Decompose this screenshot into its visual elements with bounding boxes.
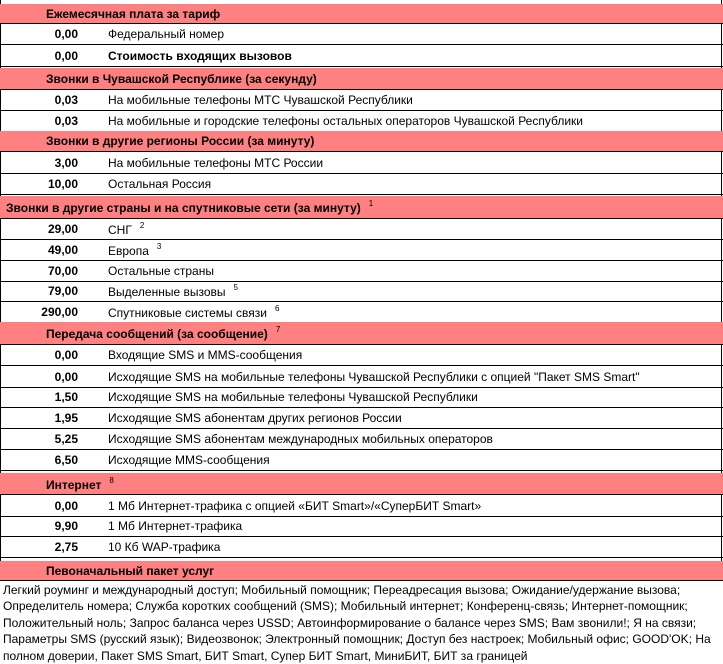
- price-value: 1,95: [54, 411, 78, 425]
- footnote-marker: 6: [274, 304, 280, 313]
- price-value: 0,00: [54, 499, 78, 513]
- price-value: 0,00: [54, 348, 78, 362]
- tariff-row: [0, 46, 723, 67]
- footnote-marker: 1: [368, 199, 374, 208]
- price-value: 0,00: [54, 370, 78, 384]
- footnote-marker: 2: [139, 221, 145, 230]
- description-text: На мобильные телефоны МТС России: [108, 156, 324, 170]
- price-value: 0,00: [54, 27, 78, 41]
- price-description: [108, 390, 478, 404]
- tariff-row: [0, 111, 723, 132]
- section-title: Певоначальный пакет услуг: [46, 563, 215, 578]
- tariff-row: [0, 24, 723, 45]
- price-description: [108, 177, 211, 191]
- section-header: [0, 131, 723, 152]
- section-header: [0, 196, 723, 219]
- price-value: 70,00: [47, 264, 78, 278]
- section-title: Ежемесячная плата за тариф: [46, 6, 221, 21]
- tariff-row: [0, 261, 723, 282]
- price-description: [108, 304, 279, 320]
- tariff-row: [0, 537, 723, 558]
- footnote-marker: 7: [275, 325, 281, 334]
- price-value: 9,90: [54, 519, 78, 533]
- price-description: [108, 370, 640, 384]
- price-value: 2,75: [54, 540, 78, 554]
- tariff-row: [0, 516, 723, 537]
- description-text: На мобильные и городские телефоны остальных операторов Чувашской Республики: [108, 114, 583, 128]
- description-text: Федеральный номер: [108, 27, 224, 41]
- price-value: 0,00: [54, 49, 78, 63]
- description-text: СНГ: [108, 223, 132, 237]
- price-value: 49,00: [47, 243, 78, 257]
- description-text: Исходящие SMS абонентам международных мобильных операторов: [108, 432, 493, 446]
- description-text: Входящие SMS и MMS-сообщения: [108, 348, 303, 362]
- price-description: [108, 432, 493, 446]
- section-header: [0, 4, 723, 24]
- footer-line: Определитель номера; Служба коротких сообщений (SMS); Мобильный интернет; Конференц-связь; Интернет-помощник;: [3, 599, 688, 614]
- description-text: Европа: [108, 244, 149, 258]
- price-description: [108, 411, 402, 425]
- price-description: [108, 156, 323, 170]
- price-description: [108, 453, 270, 467]
- footer-line: Легкий роуминг и международный доступ; Мобильный помощник; Переадресация вызова; Ожидание/удержание вызова;: [3, 583, 681, 597]
- price-description: [108, 27, 224, 41]
- section-title: Звонки в другие страны и на спутниковые сети (за минуту) $^1$: [6, 199, 374, 215]
- description-text: 1 Мб Интернет-трафика с опцией «БИТ Smart»/«СуперБИТ Smart»: [108, 499, 482, 513]
- price-value: 0,03: [54, 114, 78, 128]
- price-value: 1,50: [54, 390, 78, 404]
- description-text: Спутниковые системы связи: [108, 306, 267, 320]
- description-text: Исходящие MMS-сообщения: [108, 453, 270, 467]
- price-value: 29,00: [47, 222, 78, 236]
- tariff-row: [0, 90, 723, 111]
- description-text: Исходящие SMS на мобильные телефоны Чувашской Республики: [108, 390, 478, 404]
- price-value: 5,25: [54, 432, 78, 446]
- section-title: Интернет $^8$: [46, 475, 114, 492]
- tariff-row: [0, 387, 723, 408]
- tariff-row: [0, 345, 723, 366]
- footnote-marker: 5: [233, 283, 238, 292]
- price-value: 3,00: [54, 156, 78, 170]
- description-text: 1 Мб Интернет-трафика: [108, 519, 243, 533]
- description-text: Остальные страны: [108, 264, 214, 278]
- tariff-row: [0, 153, 723, 174]
- tariff-row: [0, 450, 723, 471]
- price-description: [108, 93, 413, 107]
- tariff-row: [0, 302, 723, 323]
- footer-line: Параметры SMS (русский язык); Видеозвонок; Электронный помощник; Доступ без настроек; Мобильный офис; GOOD'OK; На: [3, 632, 711, 647]
- tariff-row: [0, 219, 723, 240]
- tariff-row: [0, 367, 723, 388]
- section-title: Звонки в Чувашской Республике (за секунду): [46, 71, 317, 86]
- section-header: [0, 473, 723, 495]
- tariff-row: [0, 174, 723, 195]
- section-header: [0, 322, 723, 345]
- footer-line: полном доверии, Пакет SMS Smart, БИТ Smart, Супер БИТ Smart, МиниБИТ, БИТ за границей: [3, 648, 528, 663]
- footnote-marker: 3: [156, 242, 162, 251]
- description-text: 10 Кб WAP-трафика: [108, 540, 221, 554]
- tariff-row: [0, 281, 723, 302]
- section-header: [0, 561, 723, 581]
- price-description: [108, 242, 161, 258]
- price-value: 10,00: [47, 177, 78, 191]
- description-text: Исходящие SMS абонентам других регионов России: [108, 411, 402, 425]
- tariff-row: [0, 429, 723, 450]
- description-text: Остальная Россия: [108, 177, 212, 191]
- price-description: [108, 49, 292, 63]
- price-value: 6,50: [54, 453, 78, 467]
- description-text: Выделенные вызовы: [108, 285, 226, 299]
- tariff-row: [0, 408, 723, 429]
- price-description: [108, 348, 302, 362]
- initial-service-package-text: [3, 582, 719, 664]
- price-description: [108, 114, 583, 128]
- description-text: Исходящие SMS на мобильные телефоны Чувашской Республики с опцией "Пакет SMS Smart": [108, 370, 640, 384]
- section-title: Передача сообщений (за сообщение) $^7$: [46, 325, 281, 341]
- section-header: [0, 68, 723, 90]
- price-value: 290,00: [41, 305, 78, 319]
- description-text: Стоимость входящих вызовов: [108, 49, 292, 63]
- footnote-marker: 8: [109, 475, 114, 485]
- tariff-row: [0, 496, 723, 517]
- description-text: На мобильные телефоны МТС Чувашской Республики: [108, 93, 413, 107]
- price-description: [108, 264, 214, 278]
- section-title: Звонки в другие регионы России (за минуту): [46, 134, 315, 148]
- price-description: [108, 499, 481, 513]
- price-description: [108, 540, 220, 554]
- tariff-row: [0, 240, 723, 261]
- footer-line: Положительный ноль; Запрос баланса через USSD; Автоинформирование о балансе через SMS; Вам звонили!; Я на связи;: [3, 615, 697, 630]
- price-value: 79,00: [47, 284, 78, 298]
- price-description: [108, 283, 238, 299]
- price-value: 0,03: [54, 93, 78, 107]
- price-description: [108, 519, 242, 533]
- price-description: [108, 221, 144, 237]
